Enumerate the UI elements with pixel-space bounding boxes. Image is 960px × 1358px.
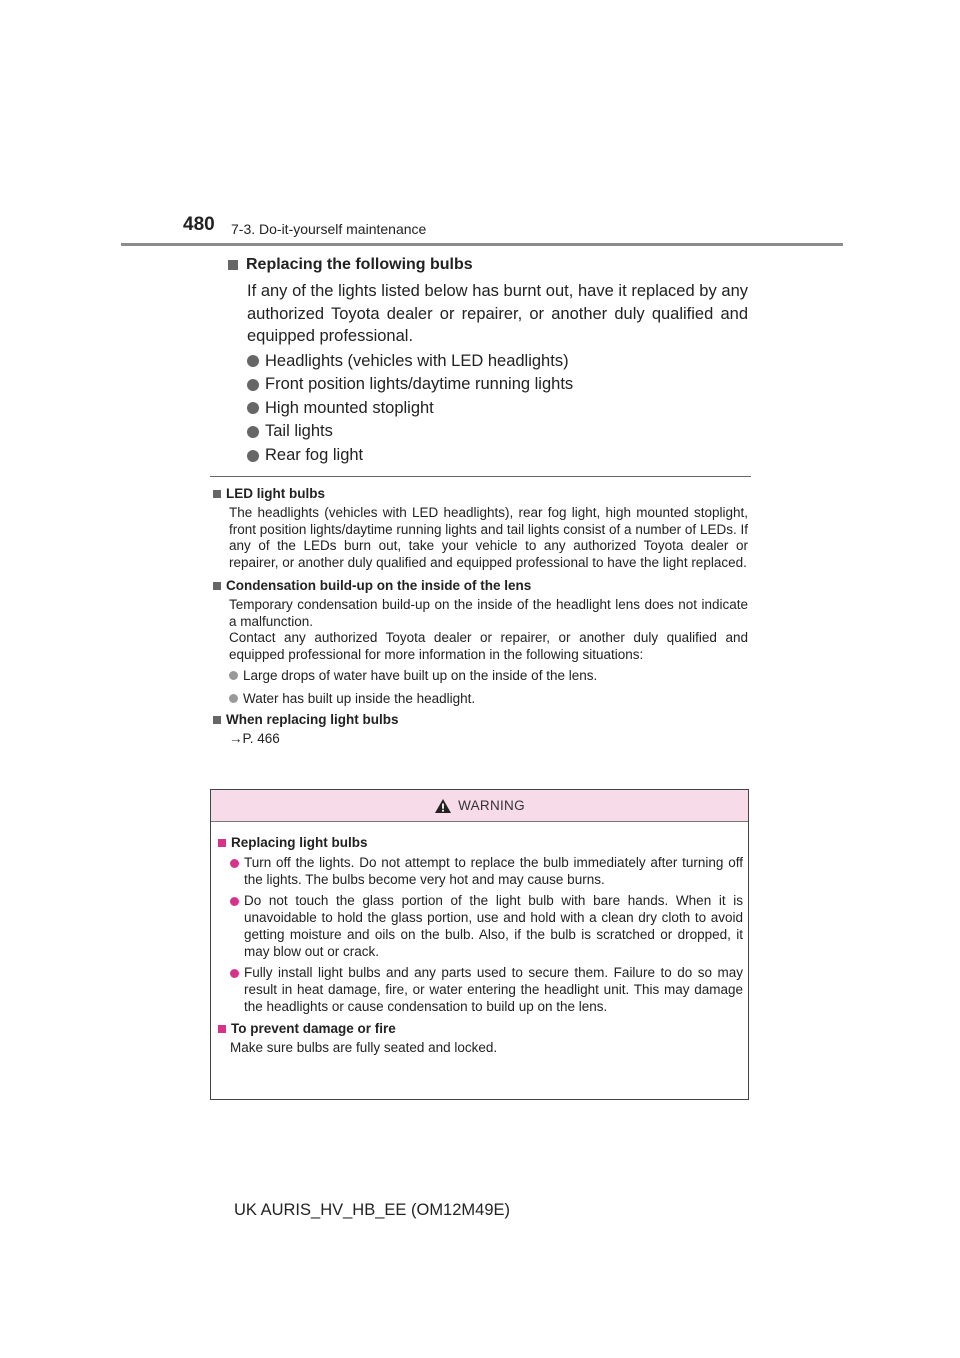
note-text: Contact any authorized Toyota dealer or repairer, or another duly qualified and equipped professional for more information in the following situations: (229, 630, 748, 662)
note-text: Temporary condensation build-up on the inside of the headlight lens does not indicate a malfunction. (229, 597, 748, 629)
circle-bullet-icon (229, 694, 238, 703)
square-bullet-icon (218, 839, 226, 847)
list-item: Headlights (vehicles with LED headlights) (247, 350, 748, 374)
note-text: The headlights (vehicles with LED headlights), rear fog light, high mounted stoplight, front position lights/daytime running lights and tail lights consist of a number of LEDs. If any of the LEDs burn out, take your vehicle to any authorized Toyota dealer or repairer, or another duly qualified and equipped professional to have the light replaced. (229, 505, 748, 570)
circle-bullet-icon (247, 426, 259, 438)
note-heading: LED light bulbs (213, 485, 748, 502)
list-item: Rear fog light (247, 444, 748, 468)
list-item: Do not touch the glass portion of the light bulb with bare hands. When it is unavoidable to hold the glass portion, use and hold with a clean dry cloth to avoid getting moisture and oils on the bulb. Also, if the bulb is scratched or dropped, it may blow out or crack. (230, 893, 743, 960)
circle-bullet-icon (230, 897, 239, 906)
square-bullet-icon (213, 582, 221, 590)
warning-text: Make sure bulbs are fully seated and locked. (230, 1040, 498, 1056)
circle-bullet-icon (247, 450, 259, 462)
note-led (213, 485, 748, 571)
square-bullet-icon (213, 490, 221, 498)
circle-bullet-icon (247, 379, 259, 391)
page-number: 480 (183, 214, 215, 235)
condensation-list (229, 667, 748, 707)
circle-bullet-icon (247, 355, 259, 367)
warning-triangle-icon (434, 798, 452, 814)
circle-bullet-icon (229, 671, 238, 680)
circle-bullet-icon (230, 859, 239, 868)
warning-header (211, 790, 748, 822)
square-bullet-icon (213, 716, 221, 724)
note-condensation (213, 577, 748, 707)
note-replacing (213, 711, 748, 748)
list-item: Turn off the lights. Do not attempt to replace the bulb immediately after turning off the lights. The bulbs become very hot and may cause burns. (230, 855, 743, 888)
list-item: Tail lights (247, 420, 748, 444)
circle-bullet-icon (230, 969, 239, 978)
square-bullet-icon (218, 1025, 226, 1033)
main-section (228, 254, 748, 467)
warning-list (230, 855, 743, 1015)
circle-bullet-icon (247, 402, 259, 414)
section-divider (210, 476, 751, 477)
square-bullet-icon (228, 260, 238, 270)
warning-body (211, 822, 748, 1057)
note-heading: Condensation build-up on the inside of the lens (213, 577, 748, 594)
warning-title: WARNING (458, 798, 525, 813)
main-paragraph: If any of the lights listed below has burnt out, have it replaced by any authorized Toyota dealer or repairer, or another duly qualified and equipped professional. (247, 282, 748, 345)
warning-heading: Replacing light bulbs (218, 834, 743, 851)
main-heading (228, 254, 748, 276)
header-rule (121, 243, 843, 246)
main-heading-text: Replacing the following bulbs (246, 256, 473, 273)
list-item: Large drops of water have built up on the inside of the lens. (229, 667, 748, 684)
list-item: Water has built up inside the headlight. (229, 690, 748, 707)
section-title: 7-3. Do-it-yourself maintenance (231, 221, 427, 237)
notes-section (213, 485, 748, 754)
footer-model-code: UK AURIS_HV_HB_EE (OM12M49E) (234, 1201, 511, 1219)
warning-box (210, 789, 749, 1100)
list-item: High mounted stoplight (247, 397, 748, 421)
list-item: Front position lights/daytime running lights (247, 373, 748, 397)
warning-heading: To prevent damage or fire (218, 1020, 743, 1037)
page-reference-link[interactable]: →P. 466 (229, 731, 280, 746)
list-item: Fully install light bulbs and any parts used to secure them. Failure to do so may result in heat damage, fire, or water entering the headlight unit. This may damage the headlights or cause condensation to build up on the lens. (230, 965, 743, 1015)
bulb-list (247, 350, 748, 468)
note-heading: When replacing light bulbs (213, 711, 748, 728)
